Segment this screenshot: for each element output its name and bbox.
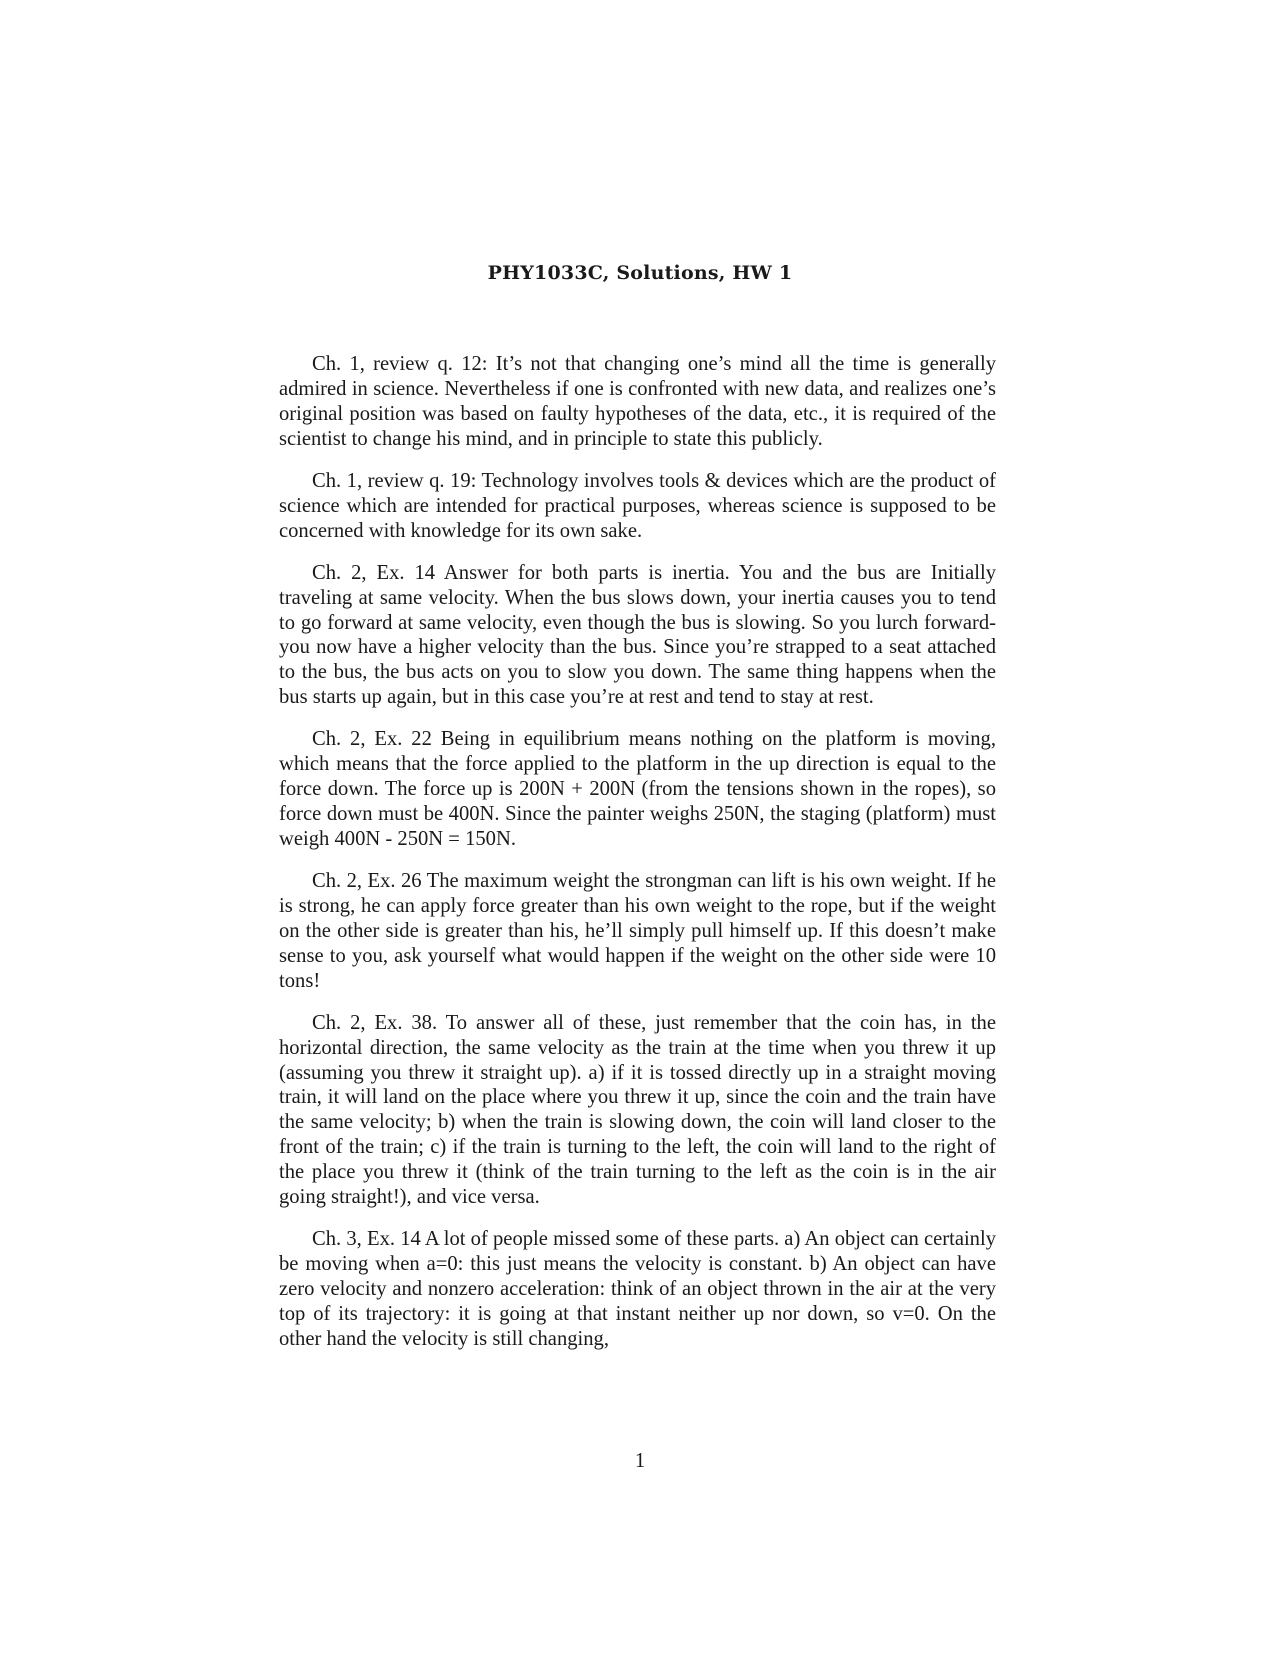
document-body: [279, 352, 996, 1369]
paragraph-ch2-ex38: Ch. 2, Ex. 38. To answer all of these, just remember that the coin has, in the horizontal direction, the same velocity as the train at the time when you threw it up (assuming you threw it straight up). a) if it is tossed directly up in a straight moving train, it will land on the place where you threw it up, since the coin and the train have the same velocity; b) when the train is slowing down, the coin will land closer to the front of the train; c) if the train is turning to the left, the coin will land to the right of the place you threw it (think of the train turning to the left as the coin is in the air going straight!), and vice versa.: [279, 1011, 996, 1208]
paragraph-ch1-q12: Ch. 1, review q. 12: It’s not that changing one’s mind all the time is generally admired in science. Nevertheless if one is confronted with new data, and realizes one’s original position was based on faulty hypotheses of the data, etc., it is required of the scientist to change his mind, and in principle to state this publicly.: [279, 353, 996, 450]
paragraph-ch2-ex22: Ch. 2, Ex. 22 Being in equilibrium means nothing on the platform is moving, which means that the force applied to the platform in the up direction is equal to the force down. The force up is 200N + 200N (from the tensions shown in the ropes), so force down must be 400N. Since the painter weighs 250N, the staging (platform) must weigh 400N - 250N = 150N.: [279, 728, 996, 850]
paragraph-ch2-ex14: Ch. 2, Ex. 14 Answer for both parts is inertia. You and the bus are Initially traveling at same velocity. When the bus slows down, your inertia causes you to tend to go forward at same velocity, even though the bus is slowing. So you lurch forward-you now have a higher velocity than the bus. Since you’re strapped to a seat attached to the bus, the bus acts on you to slow you down. The same thing happens when the bus starts up again, but in this case you’re at rest and tend to stay at rest.: [279, 561, 996, 709]
document-title: PHY1033C, Solutions, HW 1: [487, 262, 793, 284]
paragraph-ch3-ex14: Ch. 3, Ex. 14 A lot of people missed some of these parts. a) An object can certainly be moving when a=0: this just means the velocity is constant. b) An object can have zero velocity and nonzero acceleration: think of an object thrown in the air at the very top of its trajectory: it is going at that instant neither up nor down, so v=0. On the other hand the velocity is still changing,: [279, 1228, 996, 1350]
paragraph-ch1-q19: Ch. 1, review q. 19: Technology involves tools & devices which are the product of science which are intended for practical purposes, whereas science is supposed to be concerned with knowledge for its own sake.: [279, 469, 996, 542]
page-number: 1: [634, 1450, 646, 1472]
paragraph-ch2-ex26: Ch. 2, Ex. 26 The maximum weight the strongman can lift is his own weight. If he is strong, he can apply force greater than his own weight to the rope, but if the weight on the other side is greater than his, he’ll simply pull himself up. If this doesn’t make sense to you, ask yourself what would happen if the weight on the other side were 10 tons!: [279, 870, 996, 992]
